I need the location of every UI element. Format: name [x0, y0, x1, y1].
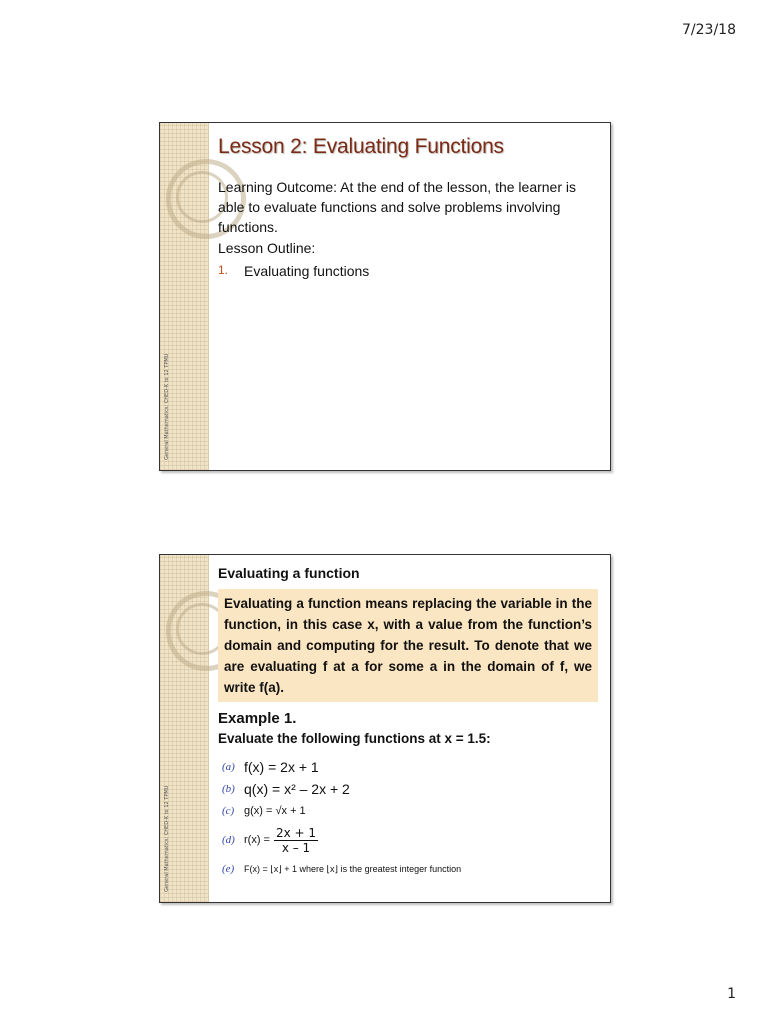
function-expression: f(x) = 2x + 1 — [244, 759, 319, 775]
function-item-label: (a) — [222, 761, 235, 773]
function-expression: F(x) = ⌊x⌋ + 1 where ⌊x⌋ is the greatest integer function — [244, 863, 462, 874]
function-item-label: (d) — [222, 834, 235, 846]
outline-label: Lesson Outline: — [218, 240, 316, 256]
function-item — [222, 822, 600, 858]
outline-item-number: 1. — [218, 263, 229, 277]
learning-outcome: Learning Outcome: At the end of the lesson, the learner is able to evaluate functions and solve problems involving functions. — [218, 179, 576, 235]
example-title: Example 1. — [218, 710, 297, 727]
function-item-label: (b) — [222, 783, 235, 795]
slide-sidebar-decoration — [160, 555, 209, 902]
fraction-denominator: x – 1 — [281, 840, 311, 855]
slide-lesson-overview — [159, 122, 611, 471]
function-item — [222, 800, 600, 822]
slide-sidebar-decoration — [160, 123, 209, 470]
page-number: 1 — [727, 986, 736, 1002]
function-expression: g(x) = √x + 1 — [244, 805, 306, 817]
function-item — [222, 778, 600, 800]
example-instruction: Evaluate the following functions at x = 1.5: — [218, 731, 491, 746]
definition-box: Evaluating a function means replacing the variable in the function, in this case x, with a value from the function’s domain and computing for the result. To denote that we are evaluating f at a for some a in the domain of f, we write f(a). — [218, 589, 598, 702]
outline-item — [218, 263, 600, 279]
function-expression-lhs: r(x) = — [244, 834, 270, 846]
slide-content — [218, 123, 600, 279]
document-date: 7/23/18 — [682, 22, 736, 38]
outline-item-text: Evaluating functions — [244, 263, 370, 279]
slide-title: Evaluating a function — [218, 565, 360, 581]
sidebar-vertical-text: General Mathematics: CHED-K to 12 TPMU — [164, 785, 170, 892]
function-item — [222, 756, 600, 778]
slide-content — [218, 555, 600, 880]
fraction-numerator: 2x + 1 — [275, 825, 317, 840]
function-item — [222, 858, 600, 880]
slide-title: Lesson 2: Evaluating Functions — [218, 135, 504, 158]
slide-evaluating-function — [159, 554, 611, 903]
function-list — [218, 756, 600, 880]
function-expression: q(x) = x² – 2x + 2 — [244, 781, 350, 797]
function-item-label: (c) — [222, 805, 235, 817]
fraction — [274, 826, 318, 855]
function-item-label: (e) — [222, 863, 235, 875]
sidebar-vertical-text: General Mathematics: CHED-K to 12 TPMU — [164, 353, 170, 460]
